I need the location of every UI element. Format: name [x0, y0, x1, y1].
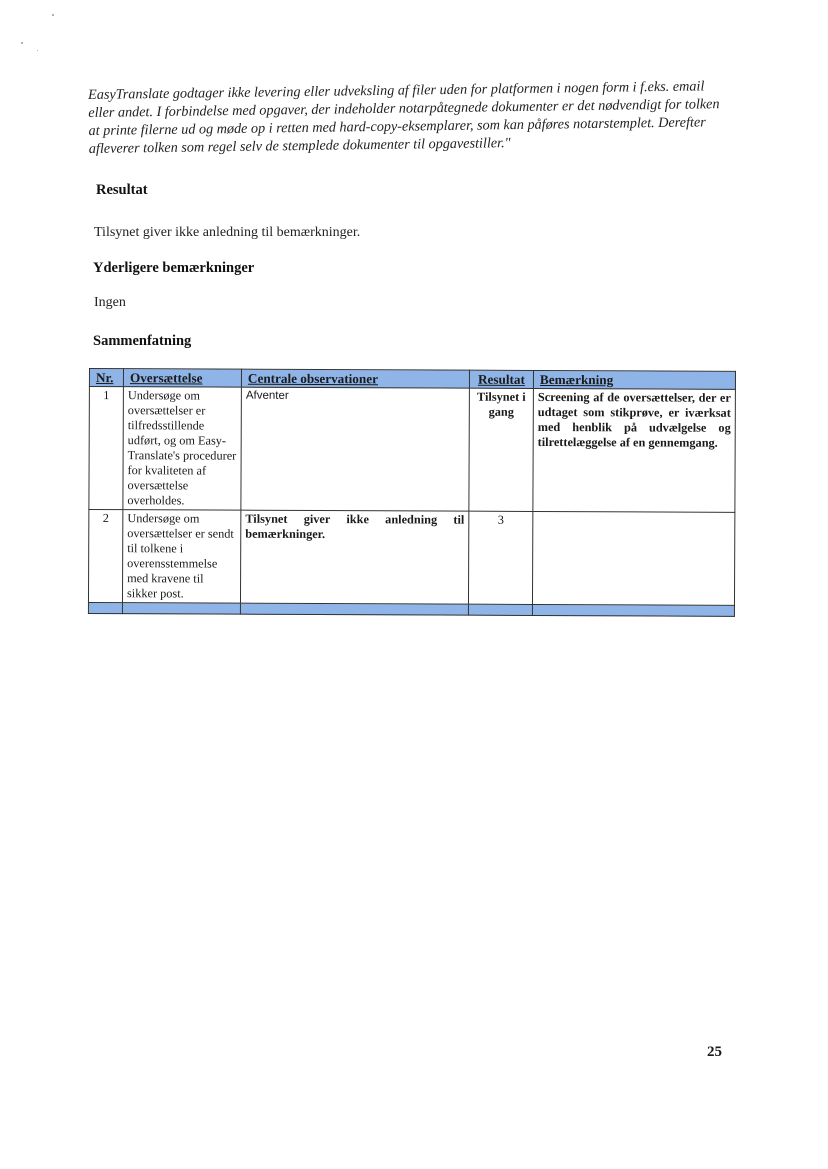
header-nr: Nr. — [89, 369, 123, 387]
cell-centrale: Afventer — [241, 387, 470, 511]
scan-speck — [37, 50, 38, 51]
resultat-text: Tilsynet giver ikke anledning til bemærkninger. — [94, 225, 361, 240]
quote-paragraph — [88, 77, 749, 158]
footer-cell — [468, 604, 532, 615]
footer-cell — [240, 603, 468, 615]
quote-line: EasyTranslate godtager ikke levering eller udveksling af filer uden for platformen i nogen form i f.eks. email — [88, 78, 705, 103]
table-footer-row — [88, 602, 734, 616]
cell-centrale: Tilsynet giver ikke anledning til bemærkninger. — [240, 510, 468, 604]
cell-nr: 1 — [89, 387, 124, 510]
header-oversaettelse: Oversættelse — [123, 369, 241, 388]
scan-speck — [52, 14, 54, 16]
footer-cell — [532, 604, 734, 616]
footer-cell — [122, 603, 240, 615]
table-row — [89, 387, 736, 513]
cell-resultat: Tilsynet i gang — [469, 388, 534, 511]
page-number: 25 — [707, 1044, 722, 1060]
cell-oversaettelse: Undersøge om oversættelser er tilfredsstillende udført, og om Easy-Translate's procedurer for kvaliteten af oversættelse overholdes. — [123, 387, 242, 511]
cell-oversaettelse: Undersøge om oversættelser er sendt til tolkene i overensstemmelse med kravene til sikker post. — [122, 510, 240, 604]
quote-line: at printe filerne ud og møde op i retten med hard-copy-eksemplarer, som kan påføres notarstemplet. Derefter — [88, 114, 706, 139]
resultat-heading: Resultat — [96, 182, 148, 198]
header-bemaerkning: Bemærkning — [533, 370, 735, 389]
cell-bemaerkning — [532, 511, 734, 605]
quote-line: afleverer tolken som regel selv de stemplede dokumenter til opgavestiller." — [88, 135, 511, 157]
table-row — [88, 510, 734, 606]
scan-speck — [21, 42, 23, 44]
yderligere-heading: Yderligere bemærkninger — [93, 260, 255, 276]
cell-bemaerkning: Screening af de oversættelser, der er udtaget som stikprøve, er iværksat med henblik på udvælgelse og tilrettelæggelse af en gennemgang. — [533, 388, 736, 512]
sammenfatning-heading: Sammenfatning — [93, 333, 192, 349]
cell-nr: 2 — [88, 510, 122, 603]
header-resultat: Resultat — [469, 370, 533, 388]
cell-resultat: 3 — [468, 511, 532, 604]
yderligere-text: Ingen — [94, 295, 126, 310]
footer-cell — [88, 602, 122, 613]
summary-table — [88, 368, 735, 617]
header-centrale: Centrale observationer — [241, 369, 469, 388]
quote-line: eller andet. I forbindelse med opgaver, der indeholder notarpåtegnede dokumenter er det nødvendigt for tolken — [88, 96, 720, 121]
